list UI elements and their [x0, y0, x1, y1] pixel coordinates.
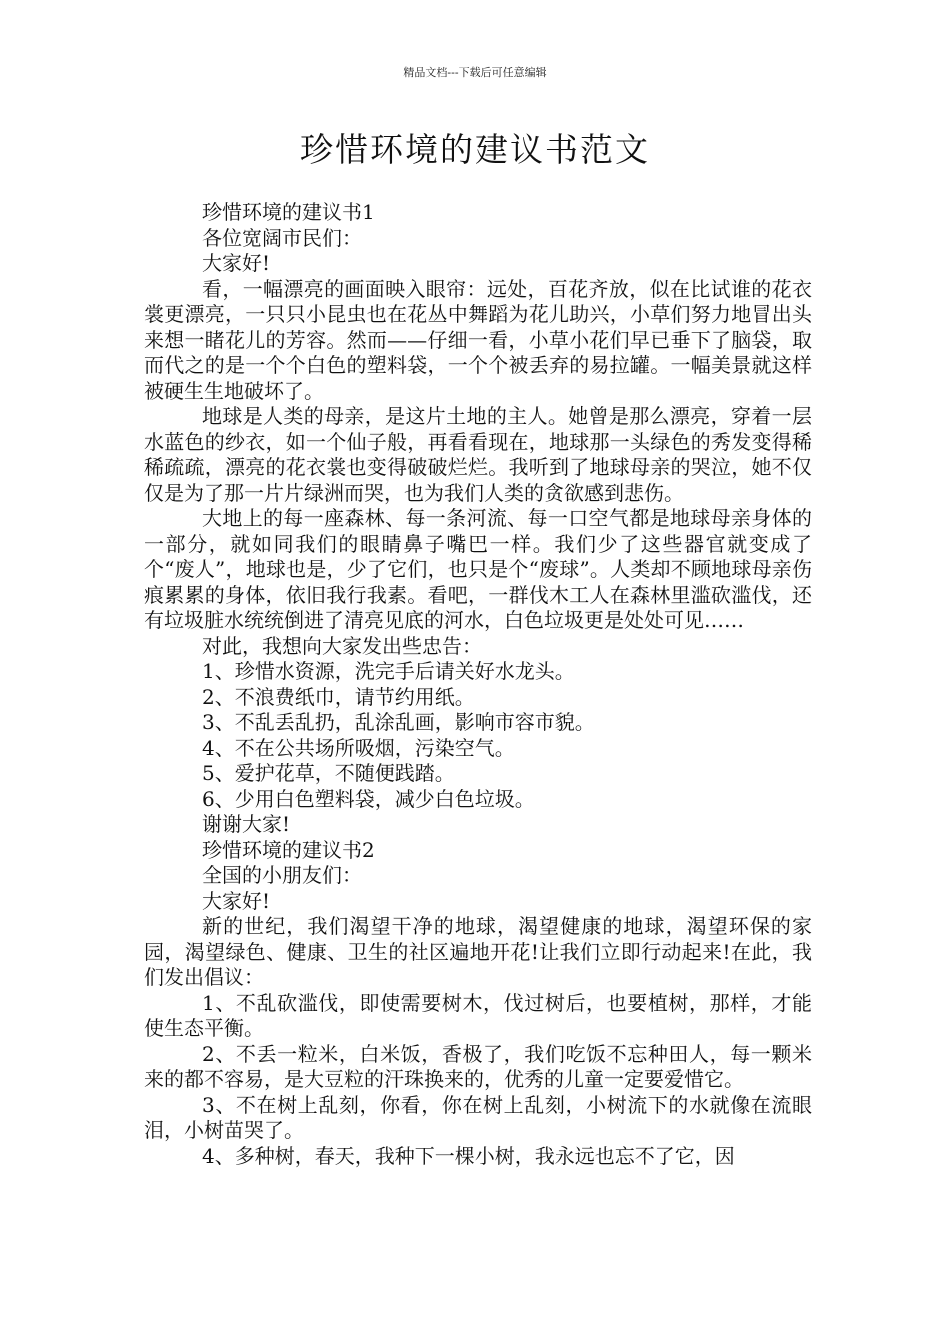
page-header: 精品文档---下载后可任意编辑 — [403, 66, 547, 79]
document-body — [144, 200, 812, 1169]
list-item: 6、少用白色塑料袋，减少白色垃圾。 — [202, 786, 535, 811]
list-item: 2、不丢一粒米，白米饭，香极了，我们吃饭不忘种田人，每一颗米来的都不容易，是大豆粒的汗珠换来的，优秀的儿童一定要爱惜它。 — [144, 1041, 812, 1091]
paragraph: 大家好! — [202, 888, 271, 913]
paragraph: 谢谢大家! — [202, 812, 291, 836]
paragraph: 地球是人类的母亲，是这片土地的主人。她曾是那么漂亮，穿着一层水蓝色的纱衣，如一个仙子般，再看看现在，地球那一头绿色的秀发变得稀稀疏疏，漂亮的花衣裳也变得破破烂烂。我听到了地球母亲的哭泣，她不仅仅是为了那一片片绿洲而哭，也为我们人类的贪欲感到悲伤。 — [144, 404, 812, 505]
list-item: 1、不乱砍滥伐，即使需要树木，伐过树后，也要植树，那样，才能使生态平衡。 — [144, 990, 812, 1040]
list-item: 4、不在公共场所吸烟，污染空气。 — [202, 735, 515, 760]
paragraph: 新的世纪，我们渴望干净的地球，渴望健康的地球，渴望环保的家园，渴望绿色、健康、卫生的社区遍地开花!让我们立即行动起来!在此，我们发出倡议： — [144, 914, 812, 989]
paragraph: 珍惜环境的建议书1 — [202, 200, 375, 224]
paragraph: 对此，我想向大家发出些忠告： — [202, 633, 482, 658]
list-item: 5、爱护花草，不随便践踏。 — [202, 761, 455, 785]
list-item: 2、不浪费纸巾，请节约用纸。 — [202, 684, 475, 709]
document-title: 珍惜环境的建议书范文 — [300, 130, 650, 169]
paragraph: 看，一幅漂亮的画面映入眼帘：远处，百花齐放，似在比试谁的花衣裳更漂亮，一只只小昆虫也在花丛中舞蹈为花儿助兴，小草们努力地冒出头来想一睹花儿的芳容。然而——仔细一看，小草小花们早已垂下了脑袋，取而代之的是一个个白色的塑料袋，一个个被丢弃的易拉罐。一幅美景就这样被硬生生地破坏了。 — [144, 276, 812, 403]
paragraph: 大地上的每一座森林、每一条河流、每一口空气都是地球母亲身体的一部分，就如同我们的眼睛鼻子嘴巴一样。我们少了这些器官就变成了个“废人”，地球也是，少了它们，也只是个“废球”。人类却不顾地球母亲伤痕累累的身体，依旧我行我素。看吧，一群伐木工人在森林里滥砍滥伐，还有垃圾脏水统统倒进了清亮见底的河水，白色垃圾更是处处可见…… — [144, 506, 812, 632]
list-item: 1、珍惜水资源，洗完手后请关好水龙头。 — [202, 659, 575, 683]
list-item: 4、多种树，春天，我种下一棵小树，我永远也忘不了它，因 — [202, 1143, 735, 1168]
paragraph: 珍惜环境的建议书2 — [202, 837, 375, 862]
paragraph: 大家好! — [202, 251, 271, 275]
paragraph: 全国的小朋友们： — [202, 863, 362, 887]
paragraph: 各位宽阔市民们： — [202, 225, 362, 250]
list-item: 3、不乱丢乱扔，乱涂乱画，影响市容市貌。 — [202, 710, 595, 734]
list-item: 3、不在树上乱刻，你看，你在树上乱刻，小树流下的水就像在流眼泪，小树苗哭了。 — [144, 1092, 812, 1142]
